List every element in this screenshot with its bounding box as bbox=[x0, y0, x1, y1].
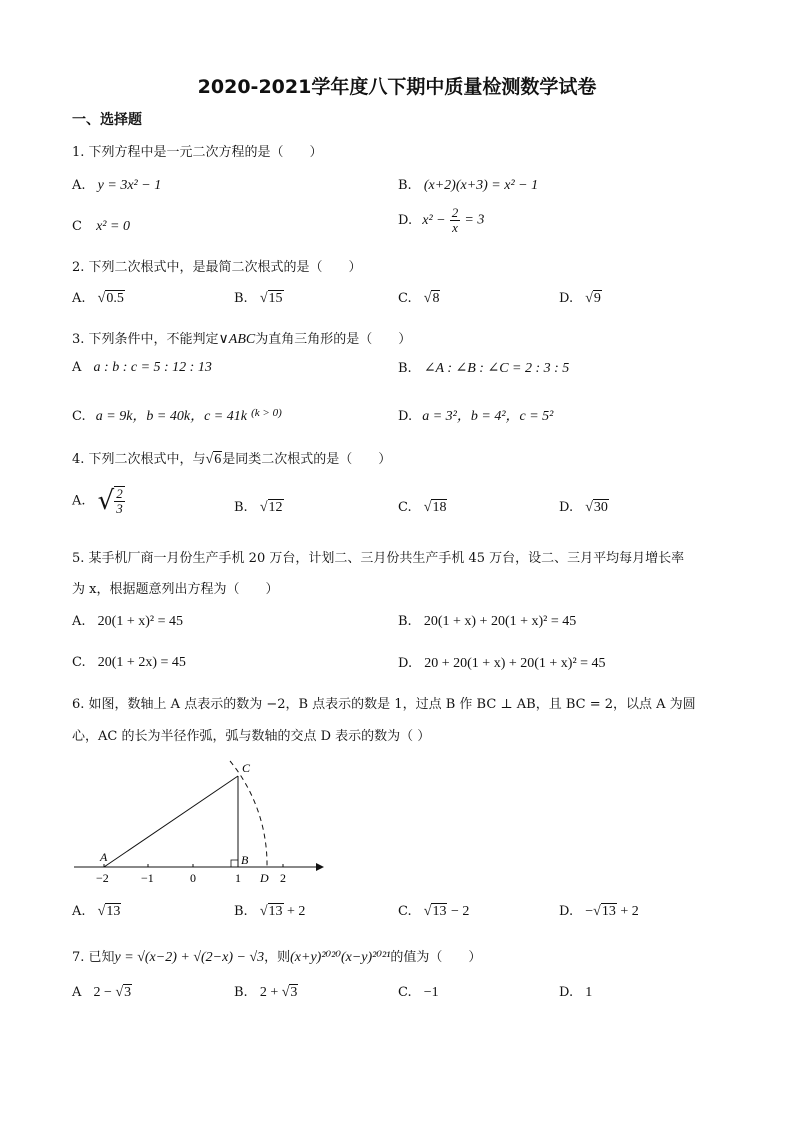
q4-option-a bbox=[72, 486, 125, 516]
option-letter: B. bbox=[398, 361, 412, 376]
q4-option-b: B. √12 bbox=[234, 500, 283, 515]
option-expr: x² − bbox=[422, 212, 446, 228]
option-letter: C bbox=[72, 219, 82, 234]
option-expr: x² = 0 bbox=[96, 219, 130, 234]
option-expr: a : b : c = 5 : 12 : 13 bbox=[93, 360, 212, 375]
option-expr: (x+2)(x+3) = x² − 1 bbox=[423, 178, 539, 193]
option-prefix: − bbox=[585, 904, 594, 919]
option-suffix: + 2 bbox=[287, 904, 306, 919]
q6-option-a: A. √13 bbox=[72, 904, 121, 919]
label-b: B bbox=[241, 853, 249, 867]
option-letter: C. bbox=[398, 904, 412, 919]
question-6-line-1: 6. 如图，数轴上 A 点表示的数为 −2，B 点表示的数是 1，过点 B 作 BC ⊥ AB，且 BC = 2，以点 A 为圆 bbox=[72, 697, 696, 712]
stem-text: 为直角三角形的是（ ） bbox=[255, 332, 412, 347]
option-letter: B. bbox=[234, 904, 248, 919]
option-expr: 1 bbox=[585, 985, 593, 1000]
option-letter: A. bbox=[72, 493, 86, 509]
option-letter: D. bbox=[559, 500, 574, 515]
q1-option-a bbox=[72, 178, 161, 194]
option-expr: y = 3x² − 1 bbox=[97, 178, 162, 193]
stem-math: ∨ABC bbox=[218, 332, 256, 347]
tick-label: 0 bbox=[190, 871, 196, 885]
radicand: 13 bbox=[601, 904, 616, 919]
q4-option-d: D. √30 bbox=[559, 500, 608, 515]
option-letter: C. bbox=[72, 655, 86, 670]
radicand: 3 bbox=[290, 985, 298, 1000]
question-2-stem: 2. 下列二次根式中，是最简二次根式的是（ ） bbox=[72, 260, 362, 275]
stem-math: y = √(x−2) + √(2−x) − √3 bbox=[114, 950, 265, 965]
radicand: 13 bbox=[268, 904, 283, 919]
q3-option-a bbox=[72, 360, 212, 376]
q3-option-b bbox=[398, 360, 569, 377]
option-letter: A. bbox=[72, 178, 86, 193]
q1-option-b bbox=[398, 178, 538, 194]
option-suffix: + 2 bbox=[620, 904, 639, 919]
q6-option-b: B. √13 + 2 bbox=[234, 904, 306, 919]
question-5-line-2: 为 x，根据题意列出方程为（ ） bbox=[72, 582, 279, 597]
q3-option-d bbox=[398, 405, 553, 425]
q5-option-d bbox=[398, 656, 606, 672]
radicand: 9 bbox=[593, 291, 601, 306]
segment-ac bbox=[104, 776, 238, 867]
option-letter: C. bbox=[72, 409, 86, 424]
q5-option-b bbox=[398, 614, 576, 630]
tick-label: −2 bbox=[96, 871, 109, 885]
question-4-stem: 4. 下列二次根式中，与√6是同类二次根式的是（ ） bbox=[72, 452, 392, 467]
fraction bbox=[450, 206, 461, 235]
stem-text: 是同类二次根式的是（ ） bbox=[222, 452, 392, 467]
radicand: 12 bbox=[268, 500, 283, 515]
question-6-line-2: 心，AC 的长为半径作弧，弧与数轴的交点 D 表示的数为（ ） bbox=[72, 729, 431, 744]
q4-option-c: C. √18 bbox=[398, 500, 447, 515]
q2-option-a: A. √0.5 bbox=[72, 291, 124, 306]
fraction-denominator: 3 bbox=[116, 501, 123, 516]
stem-text: 4. 下列二次根式中，与 bbox=[72, 452, 206, 467]
option-letter: B. bbox=[398, 178, 412, 193]
option-expr: 2 − bbox=[93, 985, 112, 1000]
question-7-stem bbox=[72, 946, 481, 966]
option-condition: (k > 0) bbox=[251, 407, 282, 419]
radicand: 13 bbox=[432, 904, 447, 919]
option-letter: B. bbox=[234, 500, 248, 515]
q1-option-d bbox=[398, 206, 484, 235]
option-expr: 20(1 + x) + 20(1 + x)² = 45 bbox=[423, 614, 577, 629]
option-expr: −1 bbox=[423, 985, 439, 1000]
stem-text: 3. 下列条件中，不能判定 bbox=[72, 332, 219, 347]
radicand: 30 bbox=[593, 500, 608, 515]
radicand: 18 bbox=[432, 500, 447, 515]
radicand: 8 bbox=[432, 291, 440, 306]
option-letter: A. bbox=[72, 291, 86, 306]
arrow-icon bbox=[316, 863, 324, 871]
fraction bbox=[114, 486, 125, 516]
option-letter: B. bbox=[398, 614, 412, 629]
option-expr: 20 + 20(1 + x) + 20(1 + x)² = 45 bbox=[424, 656, 606, 671]
option-letter: A bbox=[72, 985, 82, 1000]
q6-option-c: C. √13 − 2 bbox=[398, 904, 470, 919]
tick-label: −1 bbox=[141, 871, 154, 885]
option-letter: D. bbox=[398, 656, 413, 671]
option-expr: 20(1 + x)² = 45 bbox=[97, 614, 183, 629]
question-1-stem: 1. 下列方程中是一元二次方程的是（ ） bbox=[72, 145, 323, 160]
option-letter: D. bbox=[559, 985, 574, 1000]
radicand: 13 bbox=[106, 904, 121, 919]
fraction-numerator: 2 bbox=[116, 486, 123, 501]
option-letter: A bbox=[72, 360, 82, 375]
option-letter: D. bbox=[559, 904, 574, 919]
q5-option-a bbox=[72, 614, 183, 630]
radicand: 3 bbox=[124, 985, 132, 1000]
q3-option-c bbox=[72, 405, 282, 425]
option-expr-tail: = 3 bbox=[464, 212, 485, 228]
section-heading: 一、选择题 bbox=[72, 112, 142, 128]
q2-option-c: C. √8 bbox=[398, 291, 440, 306]
radical-sign: √ bbox=[97, 486, 115, 516]
option-expr: ∠A : ∠B : ∠C = 2 : 3 : 5 bbox=[423, 361, 570, 376]
option-letter: C. bbox=[398, 985, 412, 1000]
right-angle-mark bbox=[231, 860, 238, 867]
radicand: 6 bbox=[214, 452, 222, 467]
option-expr: 20(1 + 2x) = 45 bbox=[97, 655, 186, 670]
q7-option-a: A 2 − √3 bbox=[72, 985, 132, 1000]
option-expr: 2 + bbox=[259, 985, 279, 1000]
q7-option-c bbox=[398, 985, 439, 1001]
fraction-numerator: 2 bbox=[451, 205, 459, 220]
question-3-stem bbox=[72, 328, 411, 348]
label-c: C bbox=[242, 761, 251, 775]
label-a: A bbox=[100, 850, 108, 864]
tick-label: 2 bbox=[280, 871, 286, 885]
arc bbox=[230, 761, 267, 867]
q6-option-d: D. −√13 + 2 bbox=[559, 904, 639, 919]
stem-math: (x+y)²⁰²⁰(x−y)²⁰²¹ bbox=[290, 950, 391, 965]
option-letter: A. bbox=[72, 614, 86, 629]
stem-text: 的值为（ ） bbox=[390, 950, 482, 965]
q1-option-c bbox=[72, 219, 130, 235]
tick-label: 1 bbox=[235, 871, 241, 885]
option-expr: a = 9k，b = 40k，c = 41k bbox=[95, 409, 247, 424]
q5-option-c bbox=[72, 655, 186, 671]
option-letter: D. bbox=[559, 291, 574, 306]
q7-option-b: B. 2 + √3 bbox=[234, 985, 298, 1000]
q2-option-d: D. √9 bbox=[559, 291, 601, 306]
radicand: 15 bbox=[268, 291, 283, 306]
question-5-line-1: 5. 某手机厂商一月份生产手机 20 万台，计划二、三月份共生产手机 45 万台，设二、三月平均每月增长率 bbox=[72, 551, 685, 566]
option-letter: B. bbox=[234, 985, 248, 1000]
q2-option-b: B. √15 bbox=[234, 291, 283, 306]
stem-text: 7. 已知 bbox=[72, 950, 115, 965]
page-title: 2020-2021学年度八下期中质量检测数学试卷 bbox=[197, 76, 597, 98]
option-letter: C. bbox=[398, 500, 412, 515]
option-letter: A. bbox=[72, 904, 86, 919]
option-letter: B. bbox=[234, 291, 248, 306]
fraction-denominator: x bbox=[452, 220, 458, 235]
option-letter: D. bbox=[398, 409, 413, 424]
option-expr: a = 3²，b = 4²，c = 5² bbox=[422, 409, 554, 424]
number-line-figure bbox=[70, 755, 330, 885]
radicand: 0.5 bbox=[106, 291, 124, 306]
option-letter: D. bbox=[398, 213, 413, 228]
label-d: D bbox=[260, 871, 269, 885]
option-letter: C. bbox=[398, 291, 412, 306]
q7-option-d bbox=[559, 985, 592, 1001]
stem-text: ，则 bbox=[264, 950, 291, 965]
option-suffix: − 2 bbox=[450, 904, 470, 919]
